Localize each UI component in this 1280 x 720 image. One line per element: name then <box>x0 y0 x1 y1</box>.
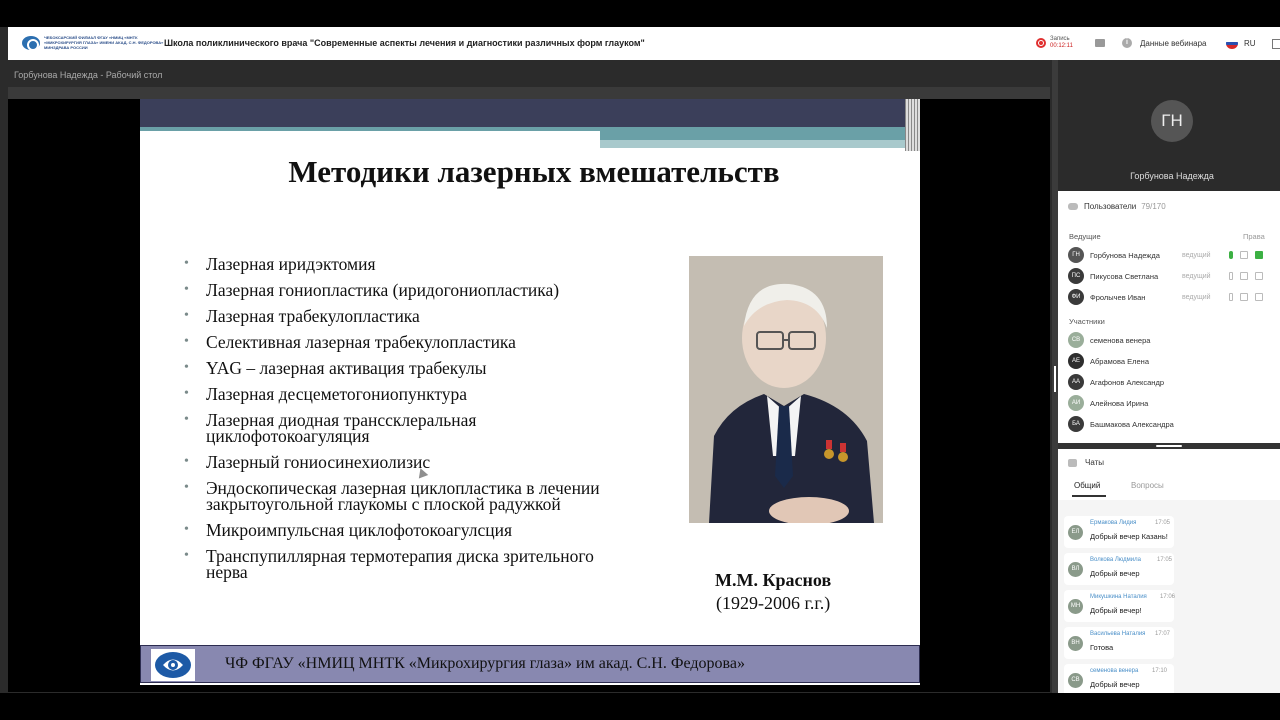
org-logo <box>22 35 164 50</box>
avatar: АЕ <box>1068 353 1084 369</box>
screen-share-off-icon[interactable] <box>1255 272 1263 280</box>
host-role: ведущий <box>1182 272 1211 280</box>
slide-title: Методики лазерных вмешательств <box>288 154 780 189</box>
avatar: АИ <box>1068 395 1084 411</box>
participant-name: Агафонов Александр <box>1090 377 1164 387</box>
message-author: Ермакова Лидия <box>1090 520 1137 526</box>
stage-bar <box>8 87 1050 99</box>
bullet-item: • Лазерная десцеметогониопунктура <box>184 386 624 402</box>
screen-share-label: Горбунова Надежда - Рабочий стол <box>14 70 163 80</box>
message-time: 17:10 <box>1152 668 1168 674</box>
record-time: 00:12:11 <box>1050 43 1073 49</box>
users-header[interactable] <box>1068 202 1166 211</box>
camera-view <box>1058 60 1280 191</box>
participants-section-label: Участники <box>1069 317 1105 326</box>
portrait-illustration <box>689 256 883 523</box>
message-author: Волкова Людмила <box>1090 557 1141 563</box>
chats-label: Чаты <box>1085 458 1105 467</box>
participant-name: семенова венера <box>1090 335 1151 345</box>
right-panel <box>1058 60 1280 693</box>
slide-accent-block <box>600 127 905 140</box>
footer-text: ЧФ ФГАУ «НМИЦ МНТК «Микрохирургия глаза» им акад. С.Н. Федорова» <box>225 655 745 672</box>
avatar: ЕЛ <box>1068 525 1083 540</box>
users-icon <box>1068 203 1078 210</box>
chat-messages[interactable] <box>1058 500 1280 693</box>
users-label: Пользователи <box>1084 202 1137 211</box>
rights-label: Права <box>1243 232 1265 241</box>
chats-header <box>1068 458 1104 467</box>
avatar: ГН <box>1068 247 1084 263</box>
bullet-item: • Лазерный гониосинехиолизис <box>184 454 624 470</box>
message-author: Микушкина Наталия <box>1090 594 1147 600</box>
message-time: 17:05 <box>1155 520 1171 526</box>
avatar: МН <box>1068 599 1083 614</box>
record-label: Запись <box>1050 36 1070 42</box>
host-role: ведущий <box>1182 293 1211 301</box>
camera-off-icon[interactable] <box>1240 272 1248 280</box>
camera-off-icon[interactable] <box>1240 293 1248 301</box>
russian-flag-icon[interactable] <box>1226 38 1238 49</box>
host-row[interactable] <box>1068 289 1273 305</box>
host-row[interactable] <box>1068 268 1273 284</box>
message-text: Добрый вечер <box>1090 569 1140 578</box>
camera-off-icon[interactable] <box>1240 251 1248 259</box>
message-time: 17:06 <box>1160 594 1176 600</box>
slide-footer <box>140 645 920 683</box>
language-selector[interactable]: RU <box>1244 39 1256 48</box>
chat-message <box>1064 590 1174 622</box>
message-author: Васильева Наталия <box>1090 631 1146 637</box>
message-author: семенова венера <box>1090 668 1139 674</box>
slide-accent-block-light <box>600 140 905 148</box>
info-icon[interactable]: i <box>1122 38 1132 48</box>
microphone-on-icon[interactable] <box>1229 251 1233 259</box>
microphone-off-icon[interactable] <box>1229 293 1233 301</box>
folder-icon[interactable] <box>1095 39 1105 47</box>
host-name: Пикусова Светлана <box>1090 271 1159 281</box>
host-name: Горбунова Надежда <box>1090 250 1160 260</box>
avatar: СВ <box>1068 332 1084 348</box>
institute-logo-icon <box>151 649 195 681</box>
org-logo-text: ЧЕБОКСАРСКИЙ ФИЛИАЛ ФГАУ «НМИЦ «МНТК «МИКРОХИРУРГИЯ ГЛАЗА» ИМЕНИ АКАД. С.Н. ФЕДОРОВА» МИНЗДРАВА РОССИИ <box>44 35 164 50</box>
portrait-caption <box>715 569 831 615</box>
avatar: БА <box>1068 416 1084 432</box>
expand-icon[interactable] <box>1272 39 1280 49</box>
bullet-item: • Эндоскопическая лазерная циклопластика в лечении закрытоугольной глаукомы с плоской радужкой <box>184 480 624 512</box>
slide-stripes <box>905 99 920 151</box>
participant-name: Алейнова Ирина <box>1090 398 1149 408</box>
chat-message <box>1064 553 1174 585</box>
webinar-data-button[interactable]: Данные вебинара <box>1140 39 1207 48</box>
avatar: ФИ <box>1068 289 1084 305</box>
message-text: Добрый вечер Казань! <box>1090 532 1168 541</box>
bullet-item: • Лазерная гониопластика (иридогониопластика) <box>184 282 624 298</box>
eye-logo-icon <box>22 36 40 50</box>
users-count: 79/170 <box>1141 202 1166 211</box>
slide-bullet-list <box>184 256 624 590</box>
camera-avatar: ГН <box>1151 100 1193 142</box>
participant-name: Башмакова Александра <box>1090 419 1174 429</box>
tab-general[interactable]: Общий <box>1074 481 1101 490</box>
top-bar <box>8 27 1280 60</box>
message-text: Готова <box>1090 643 1114 652</box>
record-icon <box>1036 38 1046 48</box>
avatar: ПС <box>1068 268 1084 284</box>
participant-row[interactable] <box>1068 332 1273 348</box>
caption-years: (1929-2006 г.г.) <box>716 593 831 613</box>
message-text: Добрый вечер <box>1090 680 1140 689</box>
avatar: СВ <box>1068 673 1083 688</box>
message-time: 17:05 <box>1157 557 1173 563</box>
bullet-item: • Микроимпульсная циклофотокоагулсция <box>184 522 624 538</box>
host-row[interactable] <box>1068 247 1273 263</box>
chat-message <box>1064 664 1174 693</box>
chat-icon <box>1068 459 1077 467</box>
screen-share-off-icon[interactable] <box>1255 293 1263 301</box>
participant-row[interactable] <box>1068 353 1273 369</box>
bullet-item: • Селективная лазерная трабекулопластика <box>184 334 624 350</box>
bullet-item: • Лазерная иридэктомия <box>184 256 624 272</box>
chat-message <box>1064 516 1174 548</box>
bullet-item: • Лазерная трабекулопластика <box>184 308 624 324</box>
bullet-item: • Лазерная диодная транссклеральная циклофотокоагуляция <box>184 412 624 444</box>
microphone-off-icon[interactable] <box>1229 272 1233 280</box>
participant-row[interactable] <box>1068 374 1273 390</box>
message-time: 17:07 <box>1155 631 1171 637</box>
host-name: Фролычев Иван <box>1090 292 1146 302</box>
slide-accent-line <box>140 127 600 131</box>
participant-row[interactable] <box>1068 395 1273 411</box>
institute-logo-graphic <box>153 650 193 680</box>
panel-splitter[interactable] <box>1058 443 1280 449</box>
hosts-section-label: Ведущие <box>1069 232 1101 241</box>
record-status[interactable] <box>1036 36 1073 50</box>
chat-message <box>1064 627 1174 659</box>
avatar: АА <box>1068 374 1084 390</box>
portrait-photo <box>689 256 883 523</box>
host-role: ведущий <box>1182 251 1211 259</box>
bullet-item: • Транспупиллярная термотерапия диска зрительного нерва <box>184 548 624 580</box>
bullet-item: • YAG – лазерная активация трабекулы <box>184 360 624 376</box>
participant-name: Абрамова Елена <box>1090 356 1149 366</box>
tab-questions[interactable]: Вопросы <box>1131 481 1164 490</box>
avatar: ВЛ <box>1068 562 1083 577</box>
participant-row[interactable] <box>1068 416 1273 432</box>
presentation-slide <box>140 99 920 685</box>
slide-header-band <box>140 99 905 127</box>
webinar-title: Школа поликлинического врача "Современные аспекты лечения и диагностики различных форм глауком" <box>164 38 645 48</box>
screen-share-icon[interactable] <box>1255 251 1263 259</box>
message-text: Добрый вечер! <box>1090 606 1142 615</box>
camera-name: Горбунова Надежда <box>1130 171 1214 181</box>
avatar: ВН <box>1068 636 1083 651</box>
caption-name: М.М. Краснов <box>715 570 832 590</box>
